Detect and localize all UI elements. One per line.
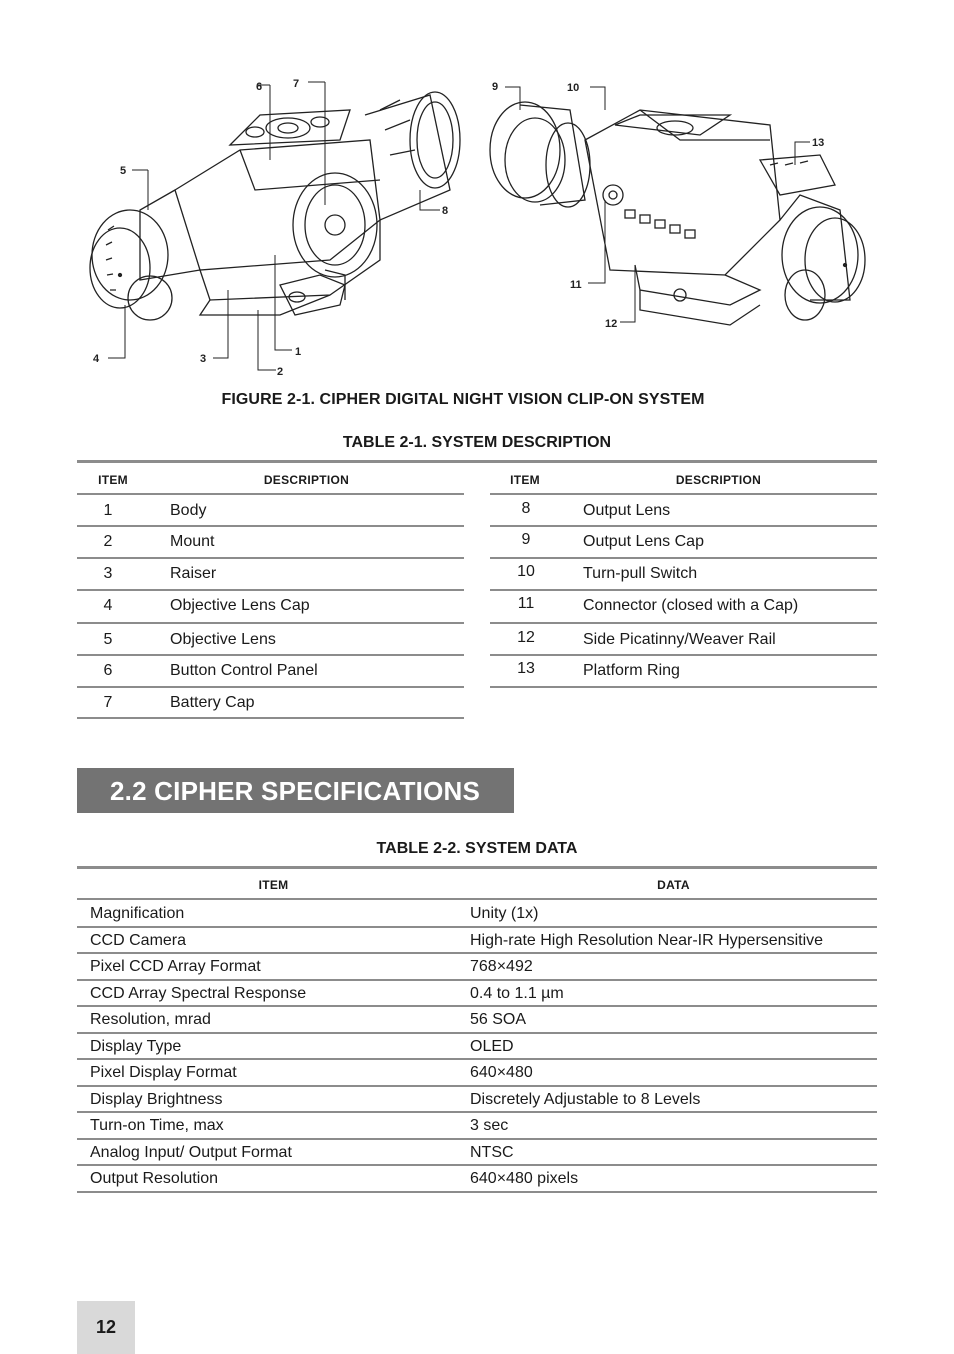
table2-data-cell: 768×492 (470, 958, 533, 975)
table2-data-header: DATA (657, 878, 690, 892)
callout-7: 7 (293, 78, 300, 90)
callout-11: 11 (570, 279, 582, 291)
table2-data-cell: 56 SOA (470, 1011, 527, 1028)
table1-item-number: 10 (517, 563, 535, 580)
table1-row-rule (490, 654, 877, 656)
table1-item-description: Platform Ring (583, 662, 680, 679)
table2-top-rule (77, 866, 877, 869)
table2-item-cell: Pixel CCD Array Format (90, 958, 261, 975)
table1-row-rule (77, 686, 464, 688)
right-callout-lines (505, 87, 810, 322)
table2-data-cell: 0.4 to 1.1 µm (470, 984, 564, 1002)
table2-item-cell: Display Type (90, 1037, 182, 1055)
table2-title: TABLE 2-2. SYSTEM DATA (376, 840, 578, 857)
table1-row-rule (490, 589, 877, 591)
callout-10: 10 (567, 82, 580, 94)
table2-item-header: ITEM (258, 878, 289, 892)
table1-item-number: 2 (103, 533, 113, 550)
table1-row-rule (490, 622, 877, 624)
table1-item-description: Output Lens (583, 502, 671, 519)
section-heading: 2.2 CIPHER SPECIFICATIONS (77, 768, 514, 813)
table1-row-rule (77, 622, 464, 624)
table1-right-description-header: DESCRIPTION (675, 473, 762, 487)
page-number: 12 (77, 1301, 135, 1354)
table1-item-description: Button Control Panel (170, 662, 318, 679)
table1-row-rule (490, 686, 877, 688)
table1-row-rule (77, 589, 464, 591)
table1-row-rule (490, 493, 877, 495)
table2-item-cell: CCD Camera (90, 931, 187, 949)
callout-8: 8 (442, 205, 449, 217)
table2-item-cell: Analog Input/ Output Format (90, 1143, 292, 1161)
table1-item-description: Output Lens Cap (583, 533, 704, 550)
table1-item-number: 5 (103, 631, 113, 648)
callout-12: 12 (605, 318, 618, 330)
table1-row-rule (77, 654, 464, 656)
table2-data-cell: Discretely Adjustable to 8 Levels (470, 1090, 701, 1108)
table1-item-number: 1 (103, 502, 113, 519)
table1-item-number: 8 (521, 500, 531, 517)
table2-data-cell: 3 sec (470, 1117, 509, 1134)
callout-3: 3 (200, 353, 207, 365)
table1-item-description: Objective Lens (170, 631, 276, 648)
table1-item-number: 7 (103, 694, 113, 711)
table1-item-description: Mount (170, 533, 215, 550)
callout-2: 2 (277, 366, 284, 378)
table1-item-description: Battery Cap (170, 694, 255, 711)
callout-9: 9 (492, 81, 499, 93)
table1-row-rule (77, 557, 464, 559)
table1-left-item-header: ITEM (98, 473, 128, 487)
table2-header-rule (77, 898, 877, 900)
table1-title: TABLE 2-1. SYSTEM DESCRIPTION (342, 434, 612, 451)
table1-item-description: Side Picatinny/Weaver Rail (583, 631, 776, 648)
table2-data-cell: OLED (470, 1037, 514, 1055)
callout-6: 6 (256, 81, 263, 93)
table1-row-rule (77, 525, 464, 527)
table1-item-description: Objective Lens Cap (170, 597, 310, 614)
device-figure (80, 70, 880, 390)
table2-item-cell: Magnification (90, 905, 185, 922)
table1-item-number: 6 (103, 662, 113, 679)
callout-5: 5 (120, 165, 127, 177)
table1-row-rule (77, 717, 464, 719)
table1-row-rule (77, 493, 464, 495)
table1-top-rule (77, 460, 877, 463)
table1-item-number: 4 (103, 597, 113, 614)
table2-item-cell: Turn-on Time, max (90, 1117, 224, 1134)
table2-data-cell: 640×480 pixels (470, 1170, 579, 1187)
table2-row-rule (77, 1191, 877, 1193)
table1-row-rule (490, 525, 877, 527)
table1-left-description-header: DESCRIPTION (263, 473, 350, 487)
table1-item-description: Raiser (170, 565, 217, 582)
table2-item-cell: Output Resolution (90, 1170, 219, 1187)
table1-item-description: Turn-pull Switch (583, 565, 698, 582)
table2-data-cell: 640×480 (470, 1064, 533, 1081)
table1-row-rule (490, 557, 877, 559)
table1-right-item-header: ITEM (510, 473, 540, 487)
callout-13: 13 (812, 137, 825, 149)
table2-item-cell: Pixel Display Format (90, 1064, 237, 1081)
callout-1: 1 (295, 346, 302, 358)
figure-caption: FIGURE 2-1. CIPHER DIGITAL NIGHT VISION CLIP-ON SYSTEM (221, 391, 705, 408)
right-device-drawing (490, 102, 865, 325)
table1-item-number: 13 (517, 660, 535, 677)
table2-data-cell: NTSC (470, 1143, 514, 1161)
callout-4: 4 (93, 353, 100, 365)
table2-data-cell: High-rate High Resolution Near-IR Hypersensitive (470, 931, 824, 949)
table2-data-cell: Unity (1x) (470, 905, 539, 922)
table2-item-cell: Resolution, mrad (90, 1011, 211, 1028)
table1-item-description: Connector (closed with a Cap) (583, 597, 799, 614)
table2-item-cell: Display Brightness (90, 1090, 223, 1108)
table2-item-cell: CCD Array Spectral Response (90, 984, 307, 1002)
table1-item-number: 12 (517, 629, 535, 646)
table1-item-number: 11 (517, 595, 535, 612)
table1-item-number: 3 (103, 565, 113, 582)
table1-item-number: 9 (521, 531, 531, 548)
table1-item-description: Body (170, 502, 207, 519)
left-callout-lines (108, 82, 440, 370)
